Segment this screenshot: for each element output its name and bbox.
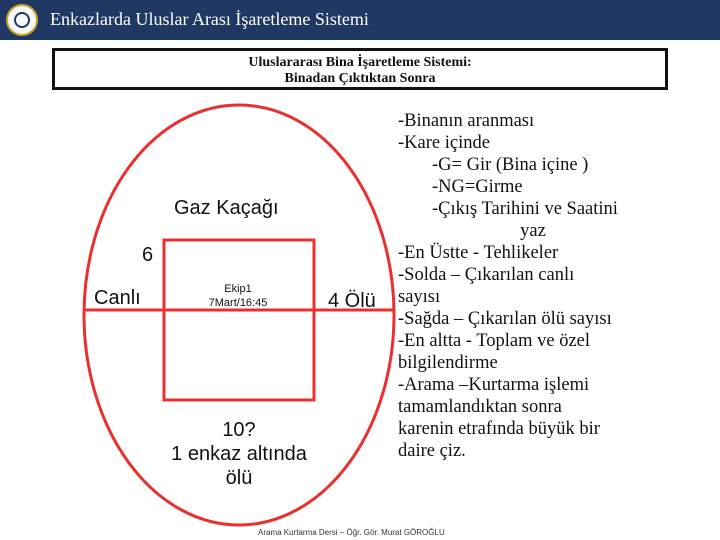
note-item: -Kare içinde	[398, 133, 490, 153]
note-item: tamamlandıktan sonra	[398, 397, 562, 417]
note-item: -Sağda – Çıkarılan ölü sayısı	[398, 309, 612, 329]
note-item: -Solda – Çıkarılan canlı	[398, 265, 575, 285]
note-item: -Binanın aranması	[398, 111, 535, 131]
header-title: Enkazlarda Uluslar Arası İşaretleme Sistemi	[50, 9, 369, 29]
slide-title-line-2: Binadan Çıktıktan Sonra	[284, 71, 436, 86]
note-item: -En altta - Toplam ve özel	[398, 331, 591, 351]
total-count: 10?	[222, 419, 256, 441]
note-item: sayısı	[398, 287, 441, 307]
exit-datetime: 7Mart/16:45	[208, 297, 268, 309]
note-item: -Arama –Kurtarma işlemi	[398, 375, 590, 395]
total-info	[154, 418, 324, 490]
note-item: daire çiz.	[398, 441, 466, 461]
team-info	[204, 282, 272, 310]
live-label: Canlı	[94, 287, 141, 309]
marking-square	[164, 240, 314, 400]
instructions-list	[398, 110, 668, 462]
note-item: -Çıkış Tarihini ve Saatini	[432, 199, 618, 219]
note-item: -G= Gir (Bina içine )	[432, 155, 589, 175]
special-info-line-2: ölü	[225, 467, 253, 489]
hazard-label: Gaz Kaçağı	[174, 197, 279, 219]
dead-count-label: 4 Ölü	[328, 290, 376, 312]
note-item: yaz	[520, 221, 546, 241]
note-item: -En Üstte - Tehlikeler	[398, 243, 559, 263]
live-count: 6	[142, 244, 154, 266]
slide-title-line-1: Uluslararası Bina İşaretleme Sistemi:	[248, 55, 472, 70]
footer-credit: Arama Kurtarma Dersi – Öğr. Gör. Murat GÖROĞLU	[258, 528, 445, 537]
special-info-line: 1 enkaz altında	[171, 443, 307, 465]
note-item: bilgilendirme	[398, 353, 498, 373]
note-item: -NG=Girme	[432, 177, 523, 197]
team-name: Ekip1	[224, 283, 252, 295]
note-item: karenin etrafında büyük bir	[398, 419, 600, 439]
